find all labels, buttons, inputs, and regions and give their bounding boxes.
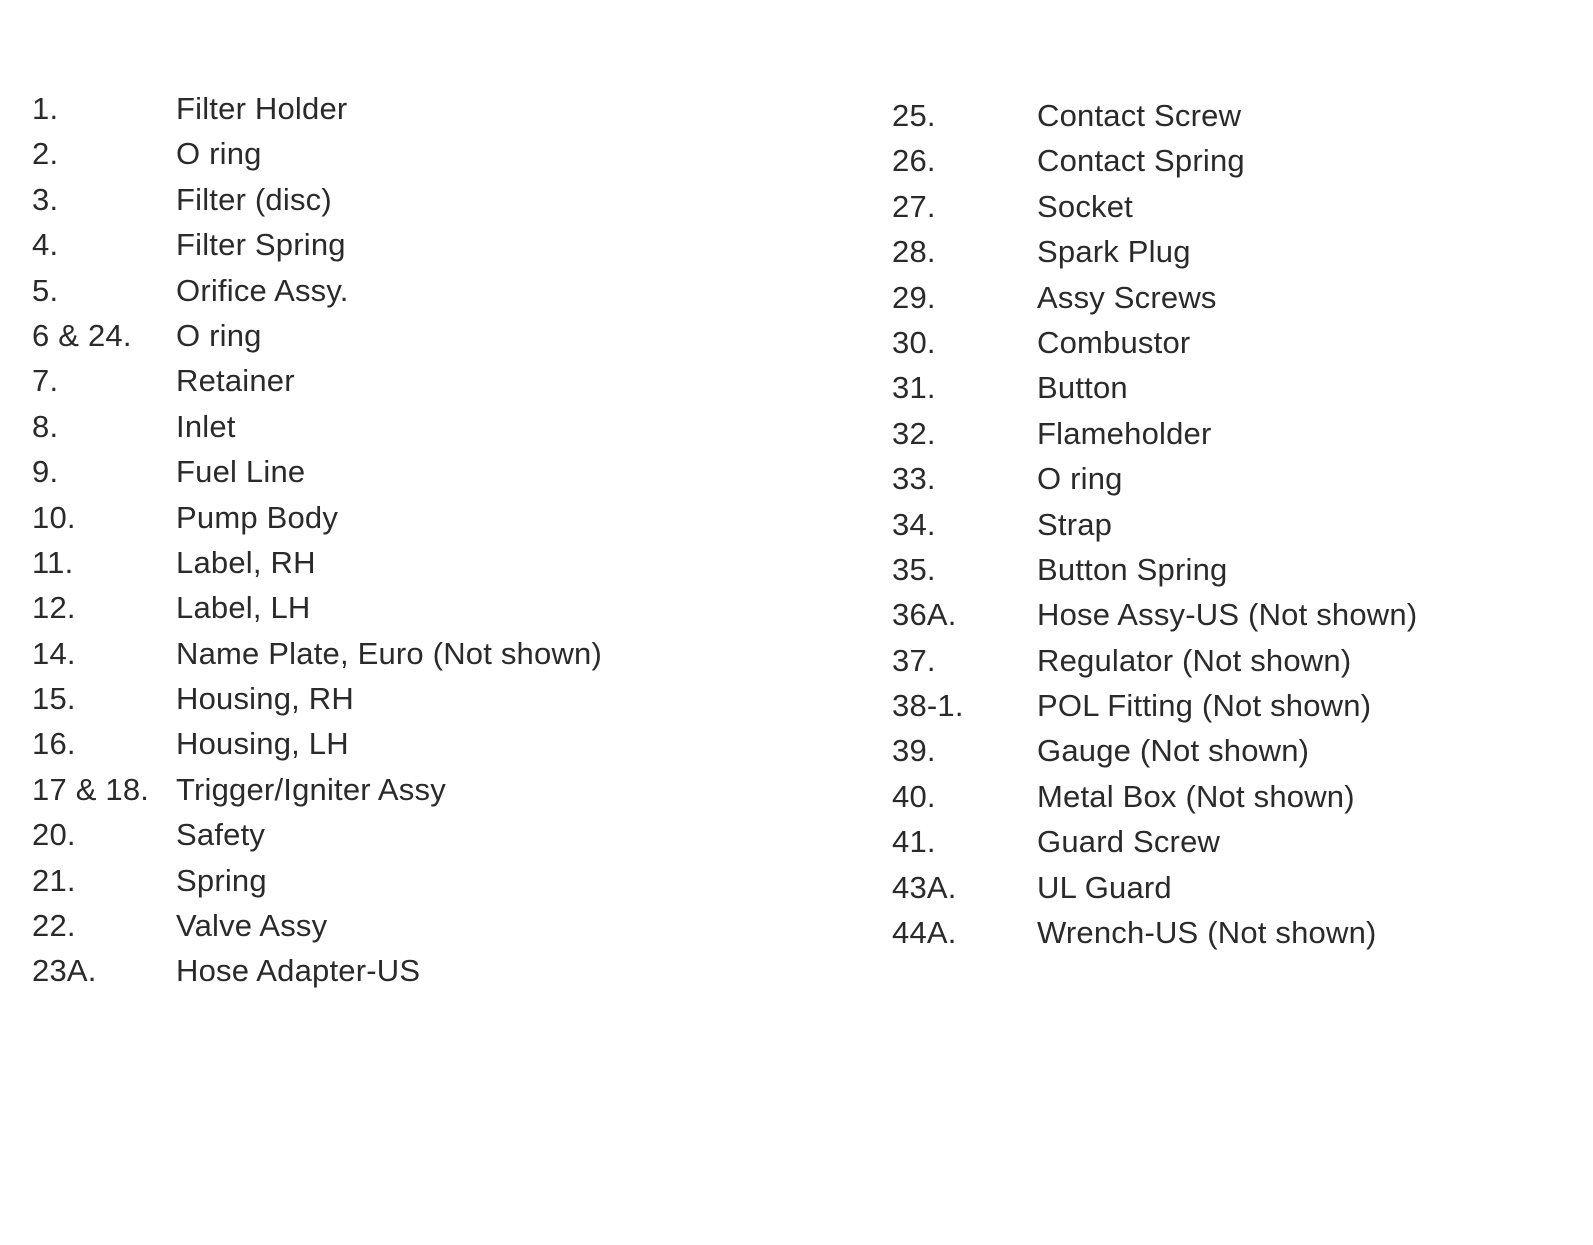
part-list-item (32, 676, 752, 721)
part-description: Orifice Assy. (176, 272, 349, 308)
part-number: 26. (892, 143, 936, 179)
part-list-item (892, 93, 1542, 138)
part-list-item (32, 721, 752, 766)
part-list-item (892, 865, 1542, 910)
part-description: Contact Spring (1037, 143, 1245, 179)
part-number: 38-1. (892, 688, 964, 724)
part-list-item (32, 948, 752, 993)
part-number: 17 & 18. (32, 771, 150, 807)
part-list-item (32, 812, 752, 857)
part-list-item (892, 638, 1542, 683)
part-number: 6 & 24. (32, 317, 132, 353)
part-number: 40. (892, 778, 936, 814)
part-list-item (32, 177, 752, 222)
part-number: 16. (32, 726, 76, 762)
part-description: Safety (176, 817, 266, 853)
part-list-item (892, 502, 1542, 547)
part-number: 14. (32, 635, 76, 671)
part-description: Retainer (176, 363, 295, 399)
part-number: 11. (32, 544, 74, 580)
part-description: Housing, RH (176, 681, 354, 717)
part-list-item (32, 313, 752, 358)
part-description: Filter Holder (176, 91, 348, 126)
part-number: 33. (892, 461, 936, 497)
part-description: Wrench-US (Not shown) (1037, 915, 1377, 951)
part-number: 7. (32, 363, 59, 399)
part-description: Hose Assy-US (Not shown) (1037, 597, 1418, 633)
part-number: 44A. (892, 915, 957, 951)
part-number: 3. (32, 181, 59, 217)
part-number: 32. (892, 415, 936, 451)
part-number: 8. (32, 408, 59, 444)
part-list-item (892, 138, 1542, 183)
part-list-item (32, 404, 752, 449)
part-description: Fuel Line (176, 454, 306, 490)
part-description: POL Fitting (Not shown) (1037, 688, 1372, 724)
part-number: 20. (32, 817, 76, 853)
part-number: 2. (32, 136, 59, 172)
part-list-item (892, 910, 1542, 955)
part-number: 29. (892, 279, 936, 315)
part-number: 25. (892, 98, 936, 133)
part-list-item (32, 449, 752, 494)
part-description: Contact Screw (1037, 98, 1242, 133)
part-description: Housing, LH (176, 726, 349, 762)
part-description: Label, LH (176, 590, 311, 626)
part-list-item (892, 229, 1542, 274)
part-number: 23A. (32, 953, 97, 989)
part-description: Regulator (Not shown) (1037, 642, 1352, 678)
part-list-item (892, 547, 1542, 592)
part-list-item (892, 592, 1542, 637)
part-list-item (892, 184, 1542, 229)
part-number: 15. (32, 681, 76, 717)
part-list-item (32, 358, 752, 403)
part-list-item (892, 819, 1542, 864)
part-description: Assy Screws (1037, 279, 1217, 315)
part-list-item (32, 858, 752, 903)
part-list-item (32, 131, 752, 176)
part-list-item (32, 903, 752, 948)
part-description: Flameholder (1037, 415, 1212, 451)
part-number: 28. (892, 234, 936, 270)
part-list-item (892, 411, 1542, 456)
part-list-item (32, 86, 752, 131)
part-number: 31. (892, 370, 936, 406)
parts-list-right-column (892, 93, 1542, 955)
part-description: Hose Adapter-US (176, 953, 421, 989)
part-description: Strap (1037, 506, 1113, 542)
part-description: Trigger/Igniter Assy (176, 771, 446, 807)
part-number: 27. (892, 188, 936, 224)
part-description: Inlet (176, 408, 236, 444)
part-list-item (892, 774, 1542, 819)
part-number: 41. (892, 824, 936, 860)
part-list-item (892, 728, 1542, 773)
part-number: 12. (32, 590, 76, 626)
part-description: Spark Plug (1037, 234, 1191, 270)
part-description: Button (1037, 370, 1128, 406)
part-list-item (892, 275, 1542, 320)
part-number: 4. (32, 227, 59, 263)
part-number: 5. (32, 272, 59, 308)
part-description: O ring (176, 317, 262, 353)
part-list-item (892, 320, 1542, 365)
part-number: 1. (32, 91, 59, 126)
part-list-item (32, 268, 752, 313)
part-number: 34. (892, 506, 936, 542)
part-number: 30. (892, 324, 936, 360)
part-description: Metal Box (Not shown) (1037, 778, 1355, 814)
part-number: 9. (32, 454, 59, 490)
part-list-item (32, 585, 752, 630)
part-description: UL Guard (1037, 869, 1172, 905)
part-description: Gauge (Not shown) (1037, 733, 1310, 769)
part-list-item (892, 365, 1542, 410)
parts-list-left-column (32, 86, 752, 994)
part-description: Valve Assy (176, 908, 328, 944)
part-description: Label, RH (176, 544, 316, 580)
part-list-item (32, 631, 752, 676)
part-number: 43A. (892, 869, 957, 905)
part-description: Spring (176, 862, 267, 898)
part-description: Combustor (1037, 324, 1191, 360)
part-number: 37. (892, 642, 936, 678)
part-number: 39. (892, 733, 936, 769)
part-number: 22. (32, 908, 76, 944)
part-list-item (32, 540, 752, 585)
part-description: O ring (1037, 461, 1123, 497)
part-list-item (32, 222, 752, 267)
part-description: Pump Body (176, 499, 339, 535)
part-description: Guard Screw (1037, 824, 1221, 860)
part-description: Name Plate, Euro (Not shown) (176, 635, 602, 671)
part-number: 10. (32, 499, 76, 535)
part-list-item (32, 495, 752, 540)
part-description: O ring (176, 136, 262, 172)
part-description: Filter (disc) (176, 181, 332, 217)
part-list-item (32, 767, 752, 812)
part-description: Socket (1037, 188, 1133, 224)
part-list-item (892, 683, 1542, 728)
part-description: Filter Spring (176, 227, 346, 263)
part-description: Button Spring (1037, 551, 1228, 587)
part-number: 21. (32, 862, 76, 898)
part-list-item (892, 456, 1542, 501)
part-number: 36A. (892, 597, 957, 633)
part-number: 35. (892, 551, 936, 587)
